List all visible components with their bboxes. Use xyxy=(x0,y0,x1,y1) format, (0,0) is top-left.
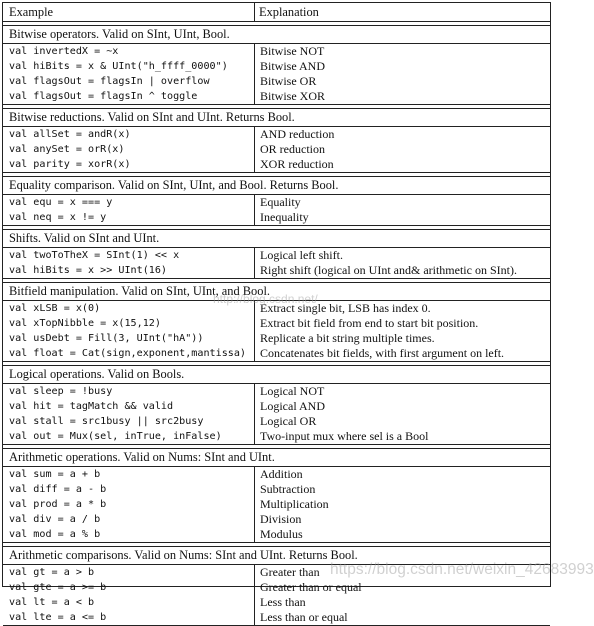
section-title: Bitfield manipulation. Valid on SInt, UInt, and Bool. xyxy=(3,283,550,301)
table-row xyxy=(3,497,550,512)
table-row xyxy=(3,580,550,595)
example-code: val hiBits = x >> UInt(16) xyxy=(3,263,255,278)
table-row xyxy=(3,301,550,316)
example-code: val div = a / b xyxy=(3,512,255,527)
explanation-text: Division xyxy=(260,512,302,526)
explanation-text: AND reduction xyxy=(260,127,335,141)
example-code: val hit = tagMatch && valid xyxy=(3,399,255,414)
example-code: val out = Mux(sel, inTrue, inFalse) xyxy=(3,429,255,444)
example-code: val allSet = andR(x) xyxy=(3,127,255,142)
section-title: Arithmetic comparisons. Valid on Nums: SInt and UInt. Returns Bool. xyxy=(3,547,550,565)
watermark-middle: http://blog.csdn.net/ xyxy=(213,292,318,306)
explanation-text: Extract single bit, LSB has index 0. xyxy=(260,301,431,315)
explanation-text: Extract bit field from end to start bit position. xyxy=(260,316,479,330)
table-row xyxy=(3,565,550,580)
header-explanation: Explanation xyxy=(259,5,319,19)
explanation-text: Greater than or equal xyxy=(260,580,362,594)
explanation-text: Bitwise NOT xyxy=(260,44,325,58)
explanation-text: Multiplication xyxy=(260,497,329,511)
explanation-text: Addition xyxy=(260,467,303,481)
table-row xyxy=(3,512,550,527)
section-rows xyxy=(3,127,550,173)
example-code: val flagsOut = flagsIn ^ toggle xyxy=(3,89,255,104)
example-code: val sleep = !busy xyxy=(3,384,255,399)
table-row xyxy=(3,74,550,89)
table-row xyxy=(3,610,550,625)
table-row xyxy=(3,248,550,263)
table-row xyxy=(3,331,550,346)
table-row xyxy=(3,414,550,429)
explanation-text: Right shift (logical on UInt and& arithmetic on SInt). xyxy=(260,263,517,277)
explanation-text: Bitwise XOR xyxy=(260,89,326,103)
example-code: val xLSB = x(0) xyxy=(3,301,255,316)
explanation-text: Logical NOT xyxy=(260,384,325,398)
example-code: val parity = xorR(x) xyxy=(3,157,255,172)
table-row xyxy=(3,127,550,142)
explanation-text: Greater than xyxy=(260,565,320,579)
watermark-bottom: https://blog.csdn.net/weixin_42683993 xyxy=(330,561,594,578)
example-code: val mod = a % b xyxy=(3,527,255,542)
explanation-text: Logical AND xyxy=(260,399,325,413)
example-code: val flagsOut = flagsIn | overflow xyxy=(3,74,255,89)
table-row xyxy=(3,399,550,414)
explanation-text: OR reduction xyxy=(260,142,325,156)
example-code: val usDebt = Fill(3, UInt("hA")) xyxy=(3,331,255,346)
example-code: val neq = x != y xyxy=(3,210,255,225)
example-code: val lte = a <= b xyxy=(3,610,255,625)
example-code: val xTopNibble = x(15,12) xyxy=(3,316,255,331)
section-title: Bitwise operators. Valid on SInt, UInt, Bool. xyxy=(3,26,550,44)
explanation-text: Logical OR xyxy=(260,414,317,428)
table-row xyxy=(3,142,550,157)
explanation-text: Concatenates bit fields, with first argument on left. xyxy=(260,346,505,360)
section-rows xyxy=(3,195,550,226)
explanation-text: Logical left shift. xyxy=(260,248,343,262)
explanation-text: Less than xyxy=(260,595,306,609)
section-rows xyxy=(3,44,550,105)
section-rows xyxy=(3,467,550,543)
header-example: Example xyxy=(9,5,54,19)
example-code: val sum = a + b xyxy=(3,467,255,482)
section-title: Shifts. Valid on SInt and UInt. xyxy=(3,230,550,248)
section-title: Arithmetic operations. Valid on Nums: SInt and UInt. xyxy=(3,449,550,467)
example-code: val equ = x === y xyxy=(3,195,255,210)
explanation-text: Bitwise OR xyxy=(260,74,317,88)
table-row xyxy=(3,595,550,610)
example-code: val hiBits = x & UInt("h_ffff_0000") xyxy=(3,59,255,74)
example-code: val gt = a > b xyxy=(3,565,255,580)
section-title: Logical operations. Valid on Bools. xyxy=(3,366,550,384)
example-code: val float = Cat(sign,exponent,mantissa) xyxy=(3,346,255,361)
table-row xyxy=(3,89,550,104)
example-code: val prod = a * b xyxy=(3,497,255,512)
table-row xyxy=(3,195,550,210)
explanation-text: XOR reduction xyxy=(260,157,334,171)
section-title: Bitwise reductions. Valid on SInt and UInt. Returns Bool. xyxy=(3,109,550,127)
explanation-text: Subtraction xyxy=(260,482,316,496)
table-row xyxy=(3,59,550,74)
table-row xyxy=(3,44,550,59)
section-rows xyxy=(3,248,550,279)
section-rows xyxy=(3,301,550,362)
header-explanation-cell xyxy=(255,3,319,21)
example-code: val invertedX = ~x xyxy=(3,44,255,59)
explanation-text: Replicate a bit string multiple times. xyxy=(260,331,435,345)
table-row xyxy=(3,527,550,542)
section-title: Equality comparison. Valid on SInt, UInt, and Bool. Returns Bool. xyxy=(3,177,550,195)
explanation-text: Bitwise AND xyxy=(260,59,326,73)
explanation-text: Inequality xyxy=(260,210,309,224)
example-code: val lt = a < b xyxy=(3,595,255,610)
explanation-text: Equality xyxy=(260,195,301,209)
example-code: val twoToTheX = SInt(1) << x xyxy=(3,248,255,263)
table-row xyxy=(3,157,550,172)
table-header xyxy=(3,3,550,22)
header-example-cell xyxy=(3,3,255,21)
section-rows xyxy=(3,565,550,626)
table-row xyxy=(3,263,550,278)
table-row xyxy=(3,384,550,399)
table-body xyxy=(3,22,550,626)
table-row xyxy=(3,316,550,331)
example-code: val diff = a - b xyxy=(3,482,255,497)
table-row xyxy=(3,429,550,444)
explanation-text: Modulus xyxy=(260,527,303,541)
section-rows xyxy=(3,384,550,445)
table-row xyxy=(3,210,550,225)
table-row xyxy=(3,467,550,482)
example-code: val stall = src1busy || src2busy xyxy=(3,414,255,429)
example-code: val gte = a >= b xyxy=(3,580,255,595)
table-row xyxy=(3,346,550,361)
explanation-text: Less than or equal xyxy=(260,610,348,624)
table-row xyxy=(3,482,550,497)
explanation-text: Two-input mux where sel is a Bool xyxy=(260,429,429,443)
operators-table xyxy=(2,2,551,624)
example-code: val anySet = orR(x) xyxy=(3,142,255,157)
